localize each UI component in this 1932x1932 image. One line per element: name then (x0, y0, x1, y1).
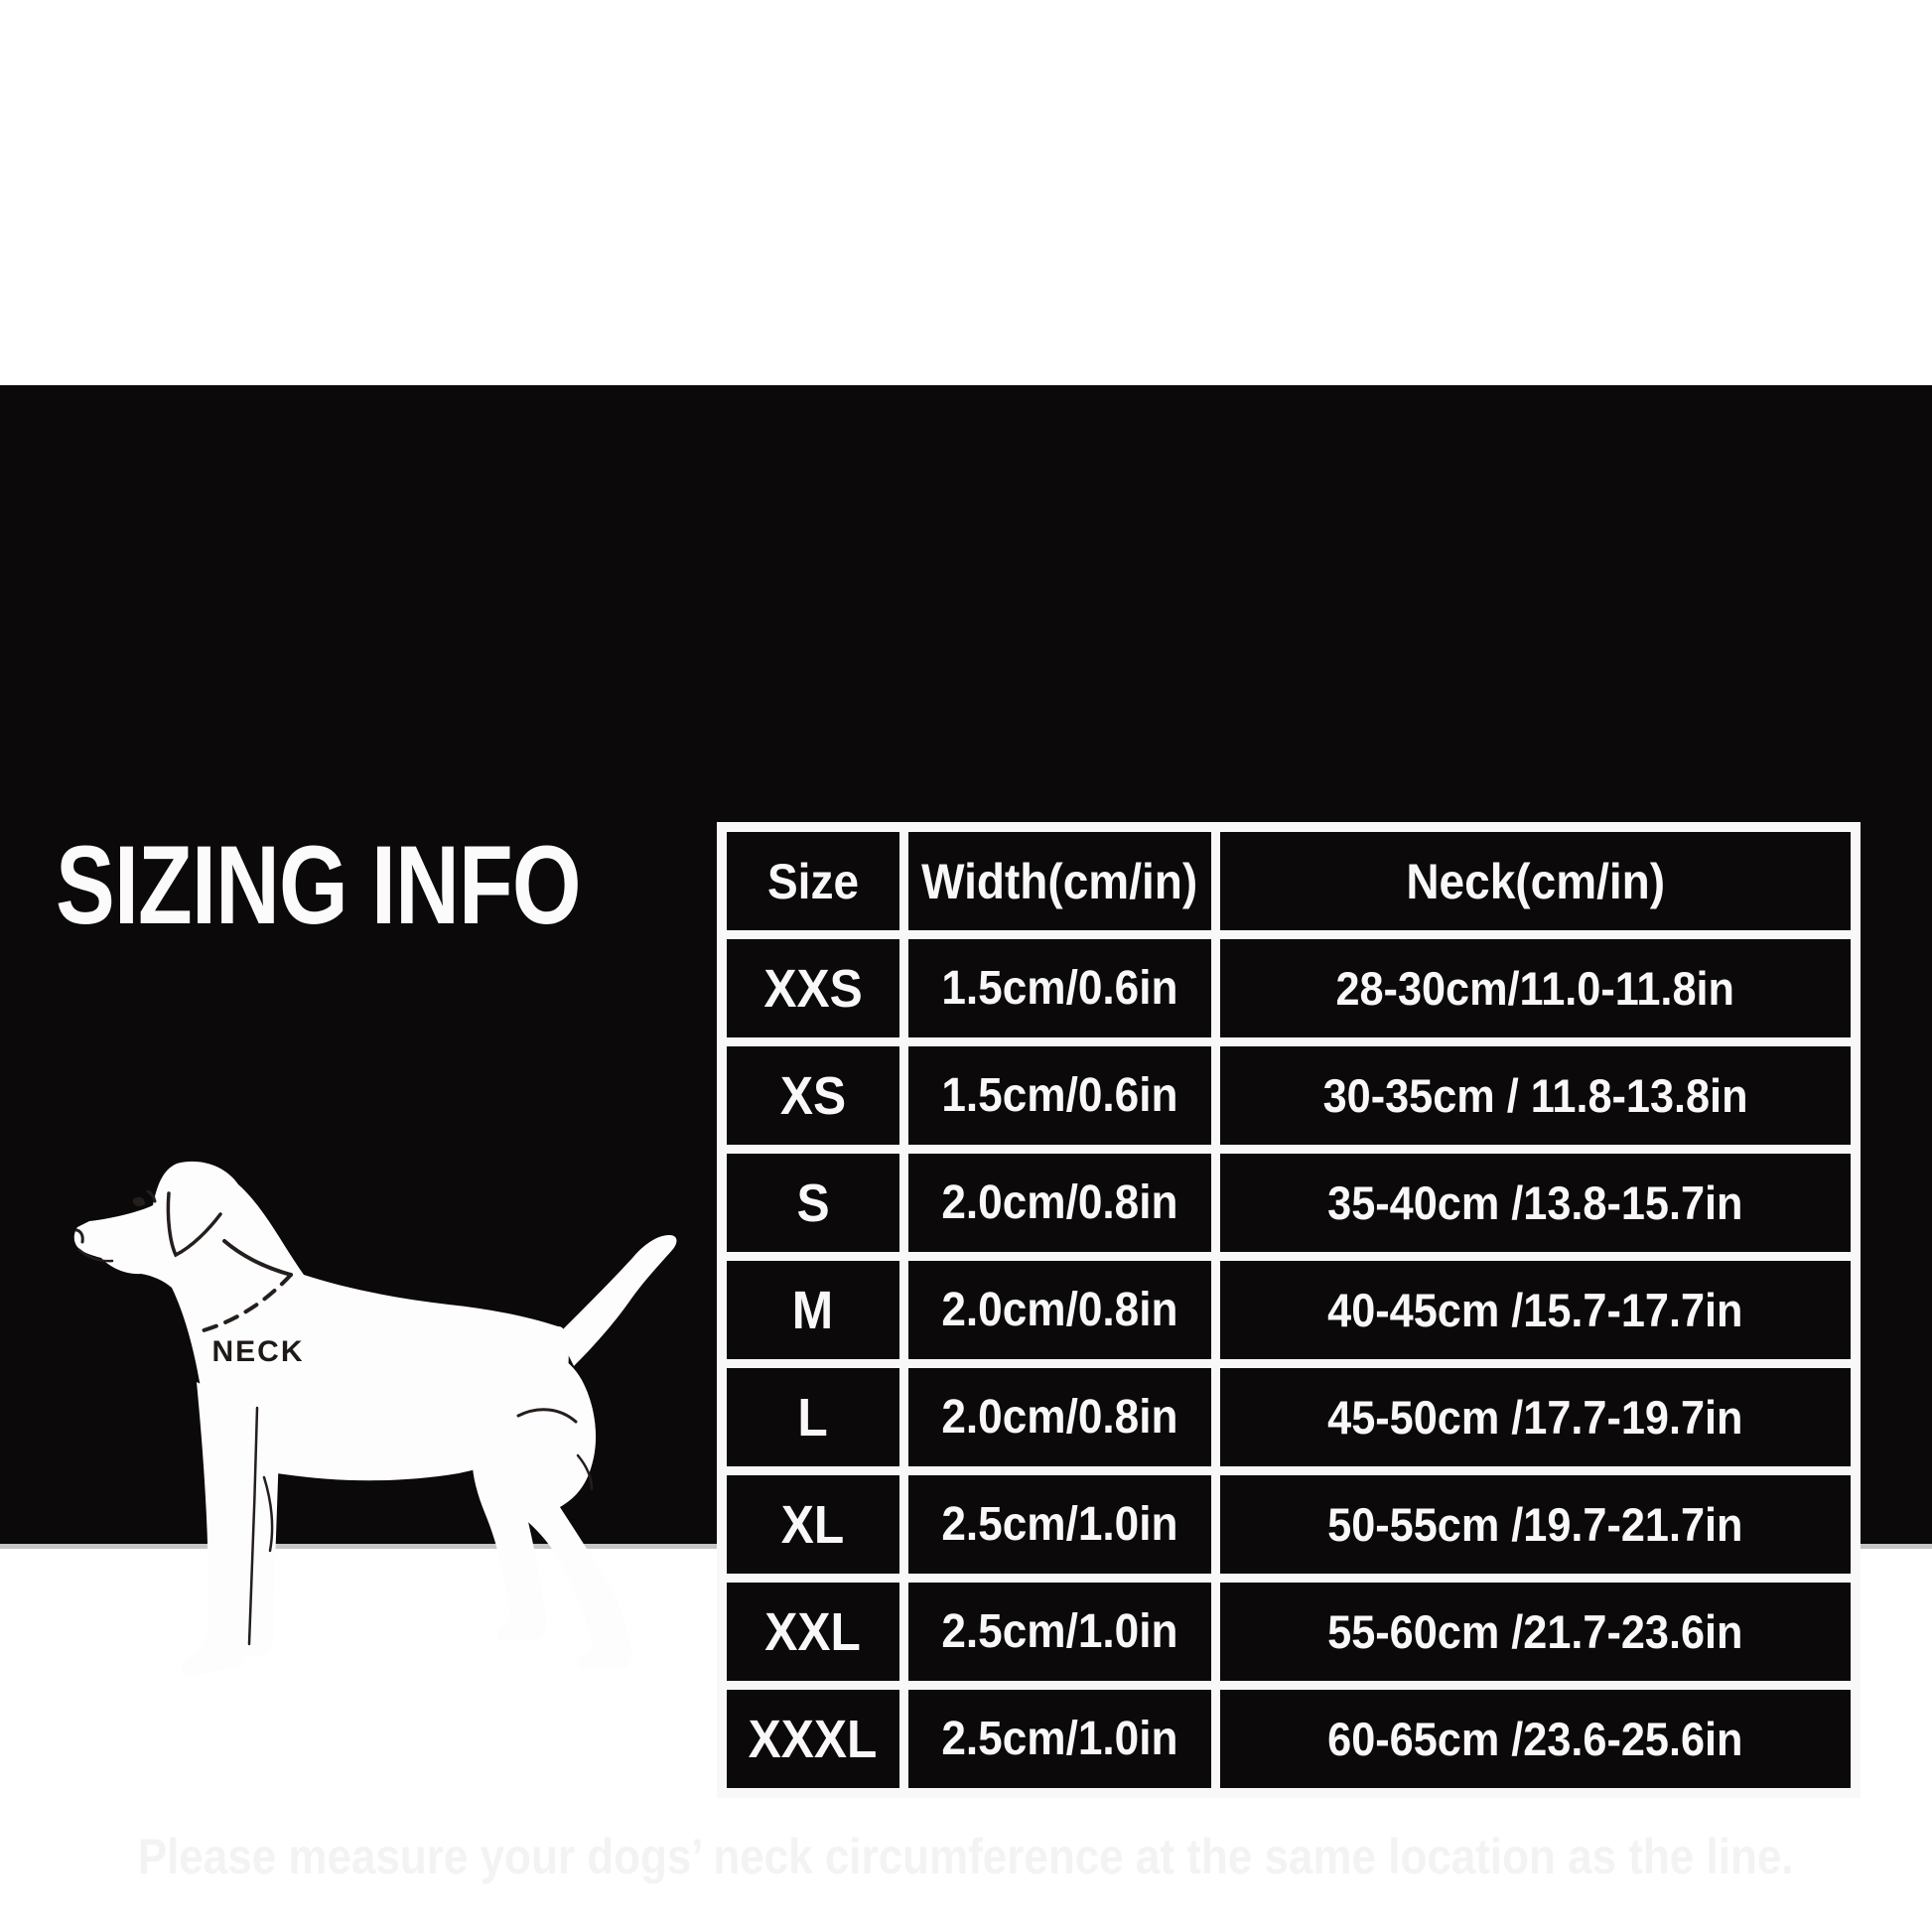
page-title-text: SIZING INFO (56, 823, 581, 947)
measuring-instruction (0, 1827, 1932, 1886)
table-row (722, 1257, 1856, 1364)
dog-silhouette-graphic (69, 1158, 695, 1704)
table-row (722, 935, 1856, 1042)
cell-neck: 40-45cm /15.7-17.7in (1215, 1257, 1856, 1364)
cell-size: S (722, 1150, 903, 1257)
table-row (722, 1686, 1856, 1794)
cell-width: 2.5cm/1.0in (903, 1471, 1215, 1579)
cell-size: XL (722, 1471, 903, 1579)
table-row (722, 1150, 1856, 1257)
cell-size: XXL (722, 1579, 903, 1686)
cell-width: 2.5cm/1.0in (903, 1579, 1215, 1686)
cell-size: XXXL (722, 1686, 903, 1794)
cell-neck: 30-35cm / 11.8-13.8in (1215, 1042, 1856, 1150)
dog-brow-mark (148, 1191, 155, 1201)
neck-label: NECK (211, 1335, 305, 1368)
col-header-size: Size (722, 827, 903, 935)
cell-width: 1.5cm/0.6in (903, 935, 1215, 1042)
cell-size: XS (722, 1042, 903, 1150)
dog-neck-diagram (69, 1158, 695, 1704)
cell-neck: 35-40cm /13.8-15.7in (1215, 1150, 1856, 1257)
sizing-table (717, 822, 1861, 1798)
table-row (722, 1042, 1856, 1150)
cell-size: L (722, 1364, 903, 1471)
table-row (722, 1364, 1856, 1471)
cell-size: XXS (722, 935, 903, 1042)
table-header-row (722, 827, 1856, 935)
dog-tail (558, 1235, 676, 1366)
cell-neck: 50-55cm /19.7-21.7in (1215, 1471, 1856, 1579)
cell-width: 2.0cm/0.8in (903, 1257, 1215, 1364)
cell-neck: 60-65cm /23.6-25.6in (1215, 1686, 1856, 1794)
col-header-width: Width(cm/in) (903, 827, 1215, 935)
dog-near-hind-leg (486, 1326, 631, 1669)
table-row (722, 1471, 1856, 1579)
dog-eye (133, 1197, 145, 1206)
cell-width: 2.0cm/0.8in (903, 1150, 1215, 1257)
cell-width: 2.0cm/0.8in (903, 1364, 1215, 1471)
measuring-instruction-text: Please measure your dogs’ neck circumference at the same location as the line. (138, 1829, 1794, 1884)
sizing-table-body (722, 935, 1856, 1794)
page-title (56, 823, 712, 947)
col-header-neck: Neck(cm/in) (1215, 827, 1856, 935)
cell-neck: 45-50cm /17.7-19.7in (1215, 1364, 1856, 1471)
cell-neck: 55-60cm /21.7-23.6in (1215, 1579, 1856, 1686)
cell-size: M (722, 1257, 903, 1364)
black-panel (0, 385, 1932, 1884)
dog-near-front-leg (181, 1382, 255, 1676)
table-row (722, 1579, 1856, 1686)
sizing-table-header (722, 827, 1856, 935)
cell-neck: 28-30cm/11.0-11.8in (1215, 935, 1856, 1042)
cell-width: 2.5cm/1.0in (903, 1686, 1215, 1794)
cell-width: 1.5cm/0.6in (903, 1042, 1215, 1150)
